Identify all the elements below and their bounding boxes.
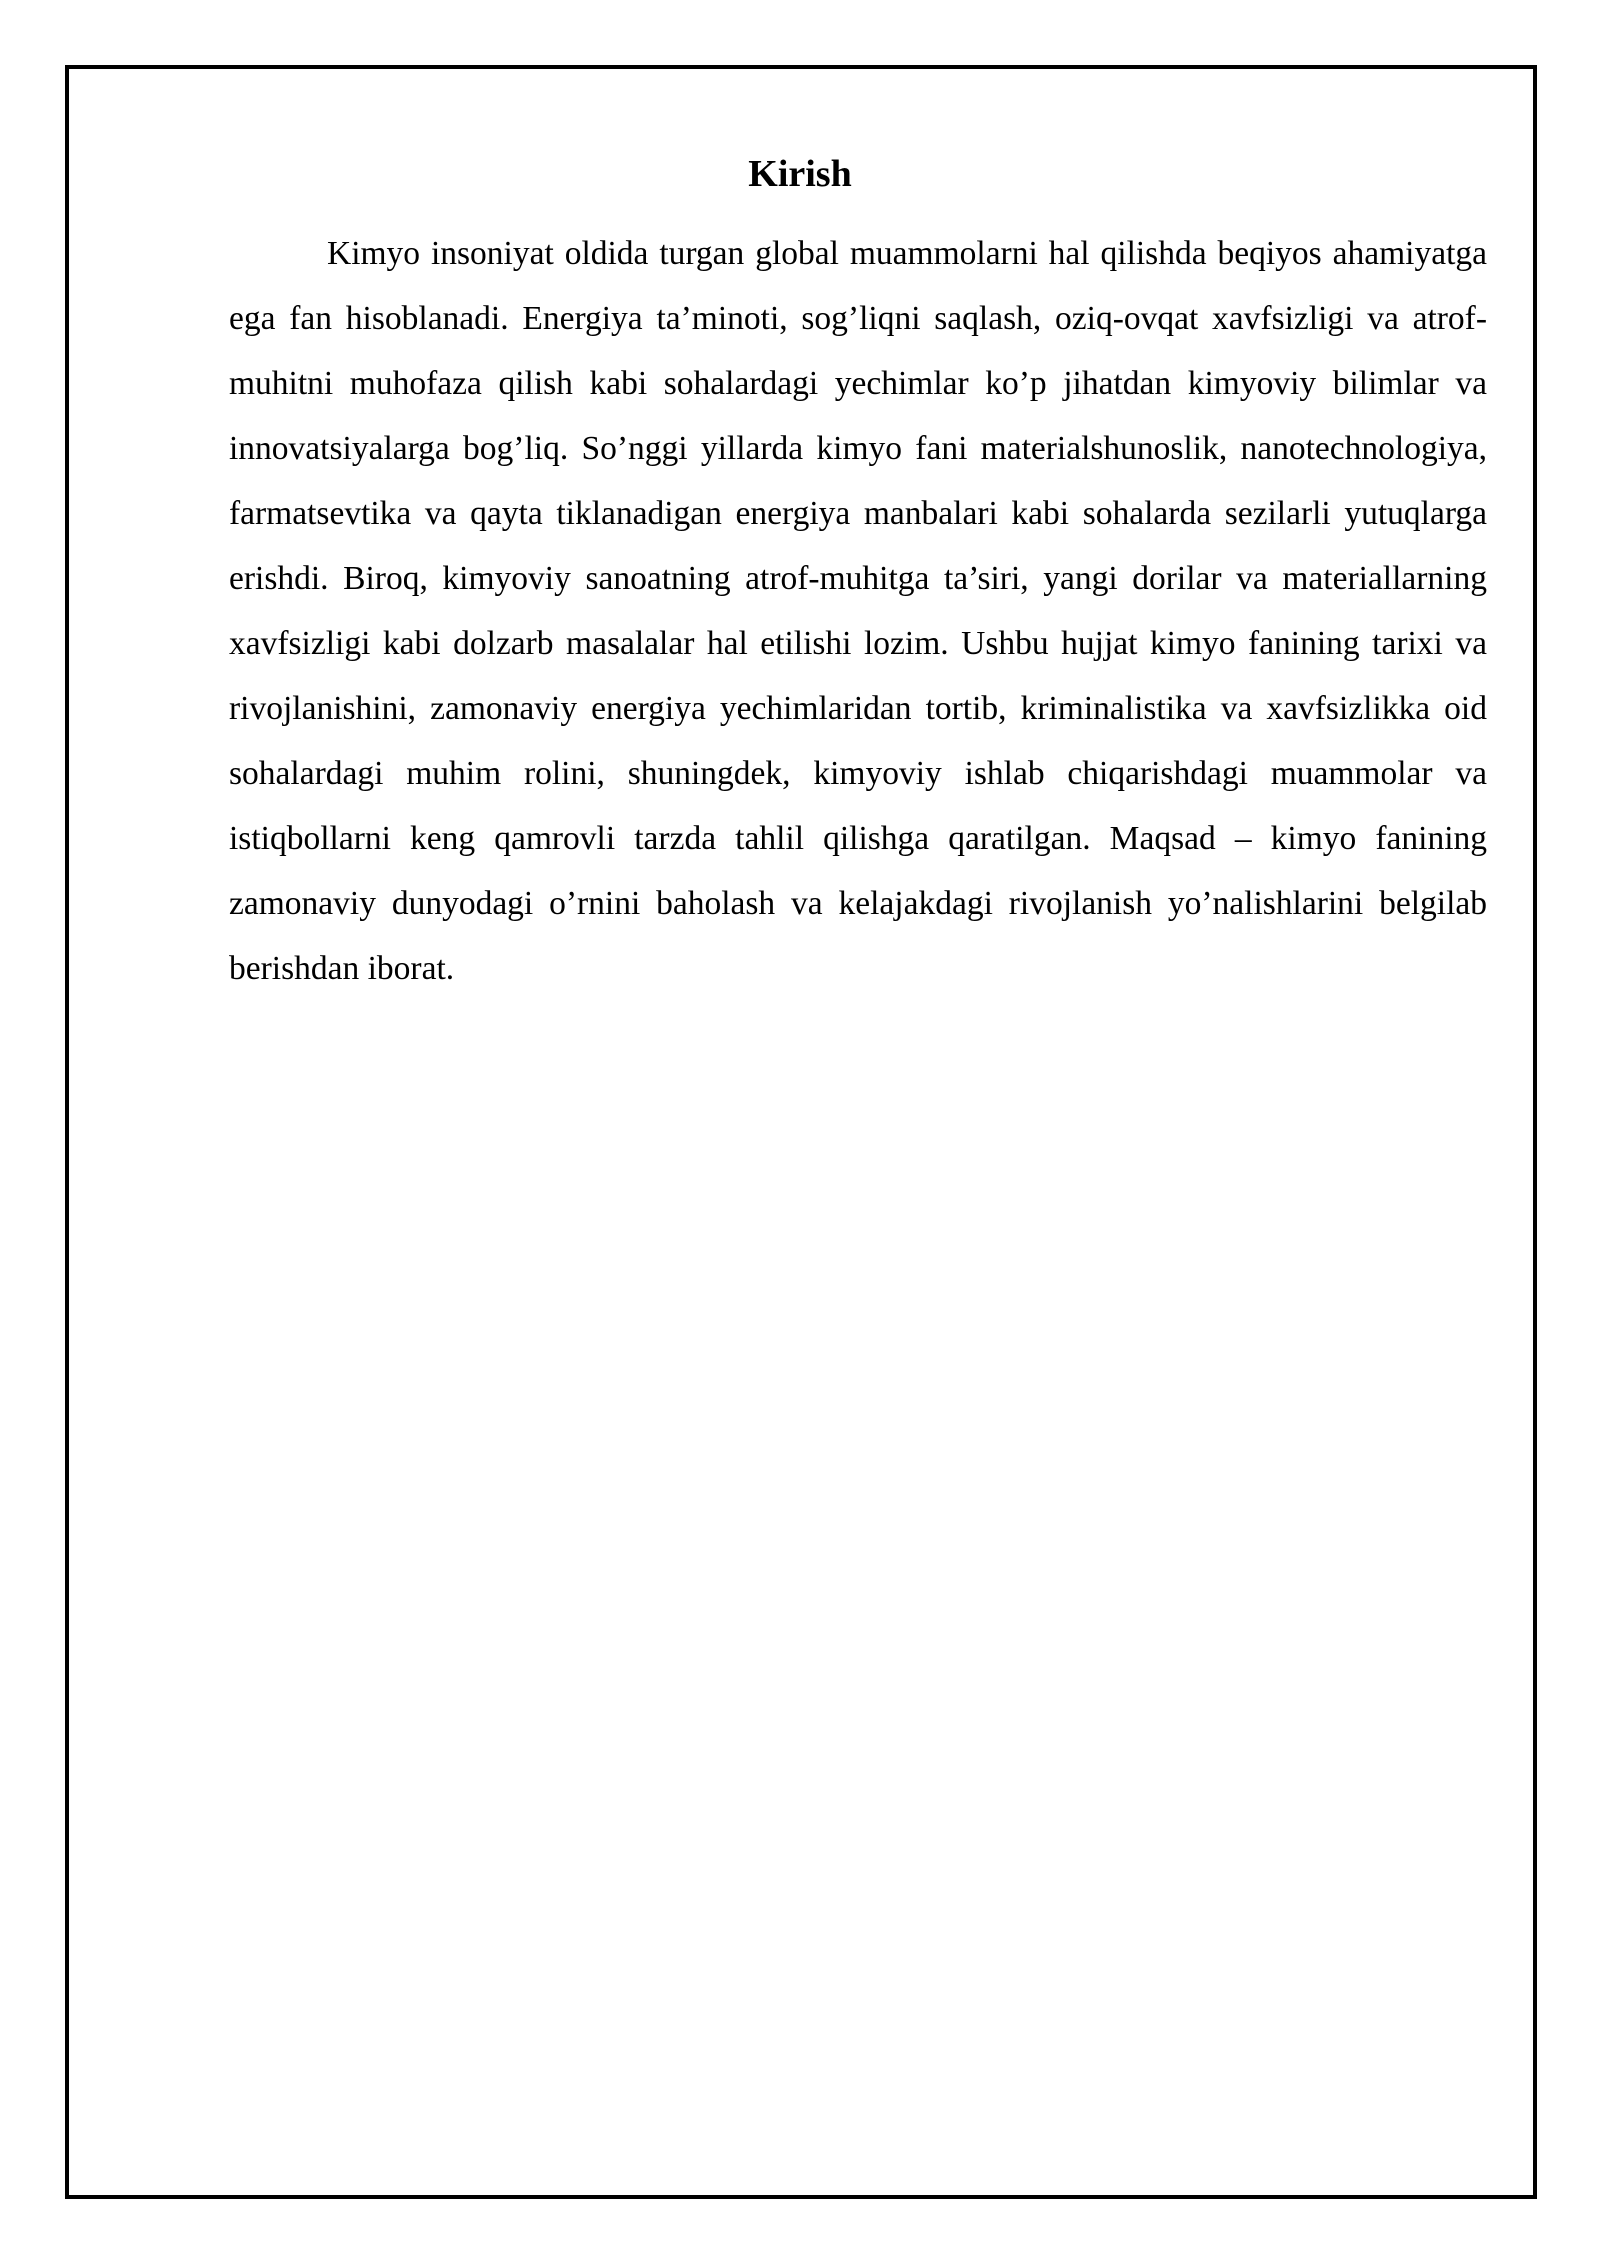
body-paragraph: Kimyo insoniyat oldida turgan global muammolarni hal qilishda beqiyos ahamiyatga ega fan hisoblanadi. Energiya ta’minoti, sog’liqni saqlash, oziq-ovqat xavfsizligi va atrof-muhitni muhofaza qilish kabi sohalardagi yechimlar ko’p jihatdan kimyoviy bilimlar va innovatsiyalarga bog’liq. So’nggi yillarda kimyo fani materialshunoslik, nanotechnologiya, farmatsevtika va qayta tiklanadigan energiya manbalari kabi sohalarda sezilarli yutuqlarga erishdi. Biroq, kimyoviy sanoatning atrof-muhitga ta’siri, yangi dorilar va materiallarning xavfsizligi kabi dolzarb masalalar hal etilishi lozim. Ushbu hujjat kimyo fanining tarixi va rivojlanishini, zamonaviy energiya yechimlaridan tortib, kriminalistika va xavfsizlikka oid sohalardagi muhim rolini, shuningdek, kimyoviy ishlab chiqarishdagi muammolar va istiqbollarni keng qamrovli tarzda tahlil qilishga qaratilgan. Maqsad – kimyo fanining zamonaviy dunyodagi o’rnini baholash va kelajakdagi rivojlanish yo’nalishlarini belgilab berishdan iborat.	[229, 235, 1487, 987]
document-title: Kirish	[748, 153, 852, 195]
